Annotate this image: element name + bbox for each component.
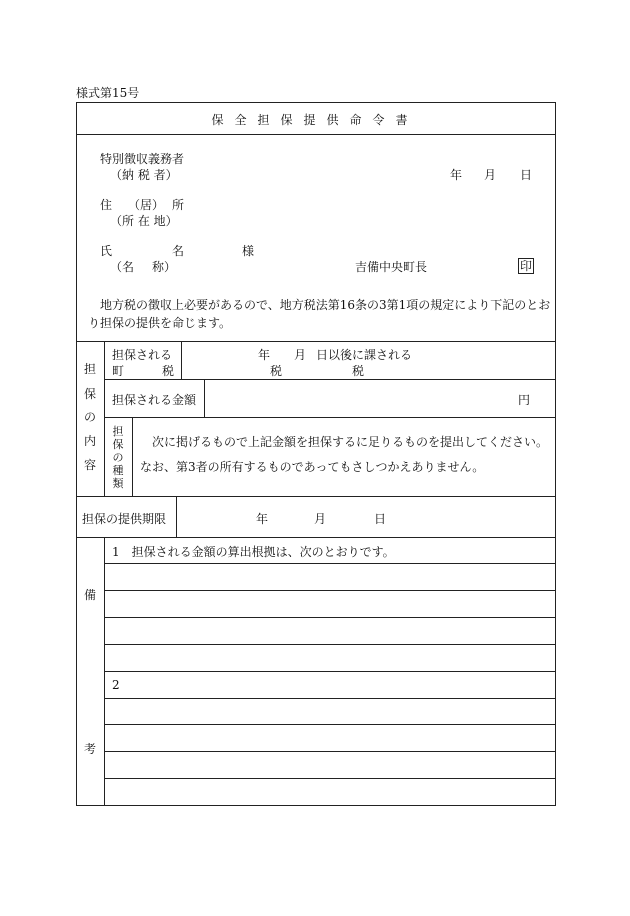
deadline-year-label: 年 (256, 512, 269, 526)
amount-divider (204, 379, 205, 417)
type-label-char: の (112, 451, 124, 464)
name-label-b: 名 (172, 244, 185, 258)
type-text-line2: なお、第3者の所有するものであってもさしつかえありません。 (140, 460, 485, 474)
type-divider (132, 417, 133, 496)
deadline-divider (176, 496, 177, 537)
deadline-month-label: 月 (314, 512, 327, 526)
remarks-line (104, 671, 555, 672)
date-month-label: 月 (484, 168, 497, 182)
remarks-line (104, 778, 555, 779)
form-title: 保全担保提供命令書 (211, 113, 419, 127)
security-side-char: 保 (83, 387, 96, 401)
remarks-line (104, 724, 555, 725)
name-sublabel-b: 称） (152, 260, 177, 274)
taxes-month-label: 月 (294, 348, 307, 362)
taxes-year-label: 年 (258, 348, 271, 362)
title-divider (76, 134, 555, 135)
name-honorific: 様 (242, 244, 255, 258)
header-divider (76, 341, 555, 342)
taxpayer-sublabel: （納 税 者） (110, 168, 178, 182)
type-label-char: 担 (112, 425, 124, 438)
taxes-kind-label-1: 税 (270, 364, 283, 378)
security-side-char: 容 (83, 458, 96, 472)
form-number: 様式第15号 (76, 86, 140, 100)
remarks-line (104, 563, 555, 564)
seal-mark: 印 (520, 259, 533, 273)
remarks-line (104, 590, 555, 591)
amount-label: 担保される金額 (112, 393, 197, 407)
remarks-side-bottom: 考 (83, 742, 96, 756)
remarks-line (104, 617, 555, 618)
name-label-a: 氏 (100, 244, 113, 258)
deadline-bottom-divider (76, 537, 555, 538)
type-label-char: 類 (112, 477, 124, 490)
taxpayer-label: 特別徴収義務者 (100, 152, 185, 166)
remarks-line (104, 751, 555, 752)
security-side-divider (104, 341, 105, 496)
taxes-kind-label-2: 税 (352, 364, 365, 378)
security-side-char: 内 (83, 434, 96, 448)
mayor-title: 吉備中央町長 (355, 260, 428, 274)
body-text-line2: り担保の提供を命じます。 (88, 316, 232, 330)
taxes-label-town: 町 (112, 364, 125, 378)
remarks-item-2: 2 (112, 678, 120, 692)
deadline-label: 担保の提供期限 (82, 512, 167, 526)
address-label-c: 所 (172, 198, 185, 212)
type-text-line1: 次に掲げるもので上記金額を担保するに足りるものを提出してください。 (152, 435, 549, 449)
amount-row-divider (104, 417, 555, 418)
remarks-item-1: 1 担保される金額の算出根拠は、次のとおりです。 (112, 545, 395, 559)
remarks-line (104, 644, 555, 645)
address-label-b: （居） (128, 198, 165, 212)
remarks-side-top: 備 (83, 588, 96, 602)
date-year-label: 年 (450, 168, 463, 182)
date-day-label: 日 (520, 168, 533, 182)
address-sublabel: （所 在 地） (110, 214, 178, 228)
security-bottom-divider (76, 496, 555, 497)
type-label-char: 保 (112, 438, 124, 451)
taxes-divider (181, 341, 182, 379)
body-text-line1: 地方税の徴収上必要があるので、地方税法第16条の3第1項の規定により下記のとお (100, 298, 551, 312)
remarks-line (104, 698, 555, 699)
amount-unit: 円 (518, 393, 531, 407)
security-side-char: 担 (83, 362, 96, 376)
taxes-label-tax: 税 (162, 364, 175, 378)
type-label-char: 種 (112, 464, 124, 477)
security-side-char: の (83, 410, 96, 424)
taxes-row-divider (104, 379, 555, 380)
name-sublabel-a: （名 (110, 260, 135, 274)
taxes-after-label: 日以後に課される (316, 348, 413, 362)
taxes-label-line1: 担保される (112, 348, 173, 362)
deadline-day-label: 日 (374, 512, 387, 526)
address-label-a: 住 (100, 198, 113, 212)
